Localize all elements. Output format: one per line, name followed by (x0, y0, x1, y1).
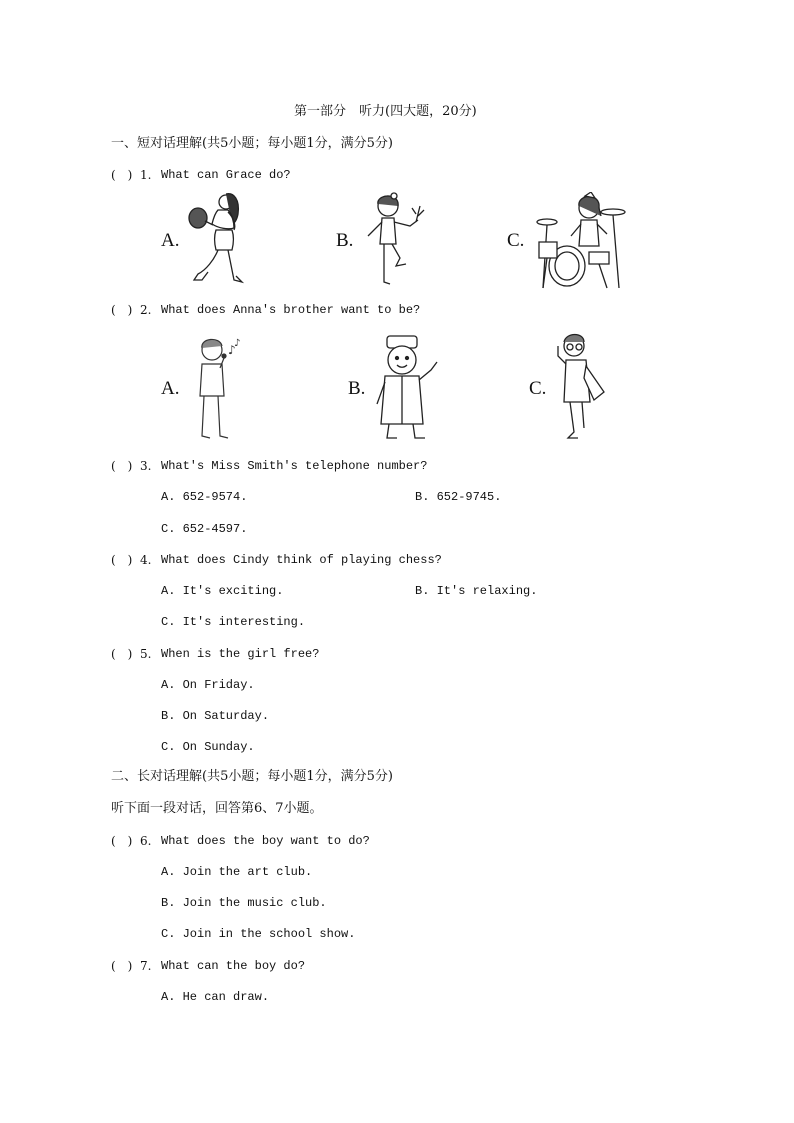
question-text: What can the boy do? (161, 959, 306, 973)
cook-boy-icon (375, 334, 441, 440)
question-text: What does Cindy think of playing chess? (161, 553, 442, 567)
question-number: 7. (140, 959, 152, 973)
dancing-girl-icon (364, 192, 426, 292)
ping-pong-girl-icon (188, 190, 246, 292)
teacher-man-icon (554, 332, 612, 442)
option-c[interactable]: C. On Sunday. (161, 740, 255, 754)
answer-bracket[interactable]: ( ) (111, 459, 133, 473)
drumming-girl-icon (533, 192, 629, 290)
question-text: What's Miss Smith's telephone number? (161, 459, 428, 473)
option-b[interactable]: B. 652-9745. (415, 490, 502, 504)
question-number: 2. (140, 303, 152, 317)
question-text: What does Anna's brother want to be? (161, 303, 421, 317)
section1-heading: 一、短对话理解(共5小题；每小题1分，满分5分) (111, 136, 393, 151)
answer-bracket[interactable]: ( ) (111, 168, 133, 182)
option-b[interactable]: B. It's relaxing. (415, 584, 538, 598)
answer-bracket[interactable]: ( ) (111, 303, 133, 317)
option-a[interactable]: A. It's exciting. (161, 584, 284, 598)
question-number: 5. (140, 647, 152, 661)
option-b[interactable]: B. Join the music club. (161, 896, 327, 910)
option-c[interactable]: C. Join in the school show. (161, 927, 356, 941)
option-a[interactable]: A. He can draw. (161, 990, 270, 1004)
question-number: 4. (140, 553, 152, 567)
option-b[interactable]: B. On Saturday. (161, 709, 270, 723)
question-text: What can Grace do? (161, 168, 291, 182)
option-label-c: C. (529, 378, 547, 399)
option-a[interactable]: A. On Friday. (161, 678, 255, 692)
question-text: When is the girl free? (161, 647, 320, 661)
svg-text:♪: ♪ (234, 338, 241, 349)
singer-boy-icon (190, 336, 244, 440)
section2-heading: 二、长对话理解(共5小题；每小题1分，满分5分) (111, 769, 393, 784)
section2-instruction: 听下面一段对话，回答第6、7小题。 (111, 801, 323, 816)
option-label-c: C. (507, 230, 525, 251)
option-a[interactable]: A. Join the art club. (161, 865, 313, 879)
svg-text:♪: ♪ (228, 343, 236, 357)
answer-bracket[interactable]: ( ) (111, 959, 133, 973)
option-label-a: A. (161, 378, 180, 399)
option-c[interactable]: C. 652-4597. (161, 522, 248, 536)
option-label-b: B. (348, 378, 366, 399)
answer-bracket[interactable]: ( ) (111, 647, 133, 661)
answer-bracket[interactable]: ( ) (111, 553, 133, 567)
part-title: 第一部分 听力(四大题，20分) (294, 104, 477, 119)
question-number: 1. (140, 168, 152, 182)
question-text: What does the boy want to do? (161, 834, 370, 848)
option-label-b: B. (336, 230, 354, 251)
option-c[interactable]: C. It's interesting. (161, 615, 306, 629)
option-a[interactable]: A. 652-9574. (161, 490, 248, 504)
answer-bracket[interactable]: ( ) (111, 834, 133, 848)
question-number: 3. (140, 459, 152, 473)
option-label-a: A. (161, 230, 180, 251)
question-number: 6. (140, 834, 152, 848)
